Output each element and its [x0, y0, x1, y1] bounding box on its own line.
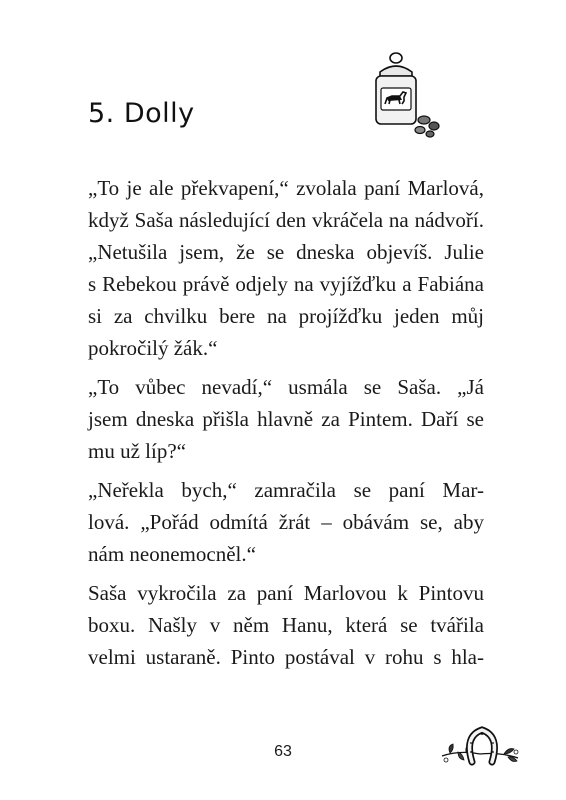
text-line: si za chvilku bere na projížďku jeden můj	[88, 304, 484, 328]
text-line: mu už líp?“	[88, 439, 186, 463]
text-line: pokročilý žák.“	[88, 336, 218, 360]
treat-jar-icon	[366, 48, 442, 140]
text-line: když Saša následující den vkráčela na nádvoří.	[88, 208, 484, 232]
page-number: 63	[274, 743, 292, 760]
text-line: nám neonemocněl.“	[88, 542, 256, 566]
body-text	[88, 172, 484, 680]
paragraph	[88, 172, 484, 364]
text-line: „To je ale překvapení,“ zvolala paní Marlová,	[88, 176, 484, 200]
text-line: velmi ustaraně. Pinto postával v rohu s hla-	[88, 645, 484, 669]
paragraph	[88, 474, 484, 570]
text-line: Saša vykročila za paní Marlovou k Pintovu	[88, 581, 484, 605]
text-line: „Netušila jsem, že se dneska objevíš. Julie	[88, 240, 484, 264]
text-line: „Neřekla bych,“ zamračila se paní Mar-	[88, 478, 484, 502]
text-line: „To vůbec nevadí,“ usmála se Saša. „Já	[88, 375, 484, 399]
text-line: boxu. Našly v něm Hanu, která se tvářila	[88, 613, 484, 637]
text-line: jsem dneska přišla hlavně za Pintem. Daří se	[88, 407, 484, 431]
text-line: lová. „Pořád odmítá žrát – obávám se, aby	[88, 510, 484, 534]
chapter-title: 5. Dolly	[88, 98, 195, 129]
horseshoe-icon	[438, 722, 522, 774]
text-line: s Rebekou právě odjely na vyjížďku a Fabiána	[88, 272, 484, 296]
paragraph	[88, 577, 484, 673]
paragraph	[88, 371, 484, 467]
